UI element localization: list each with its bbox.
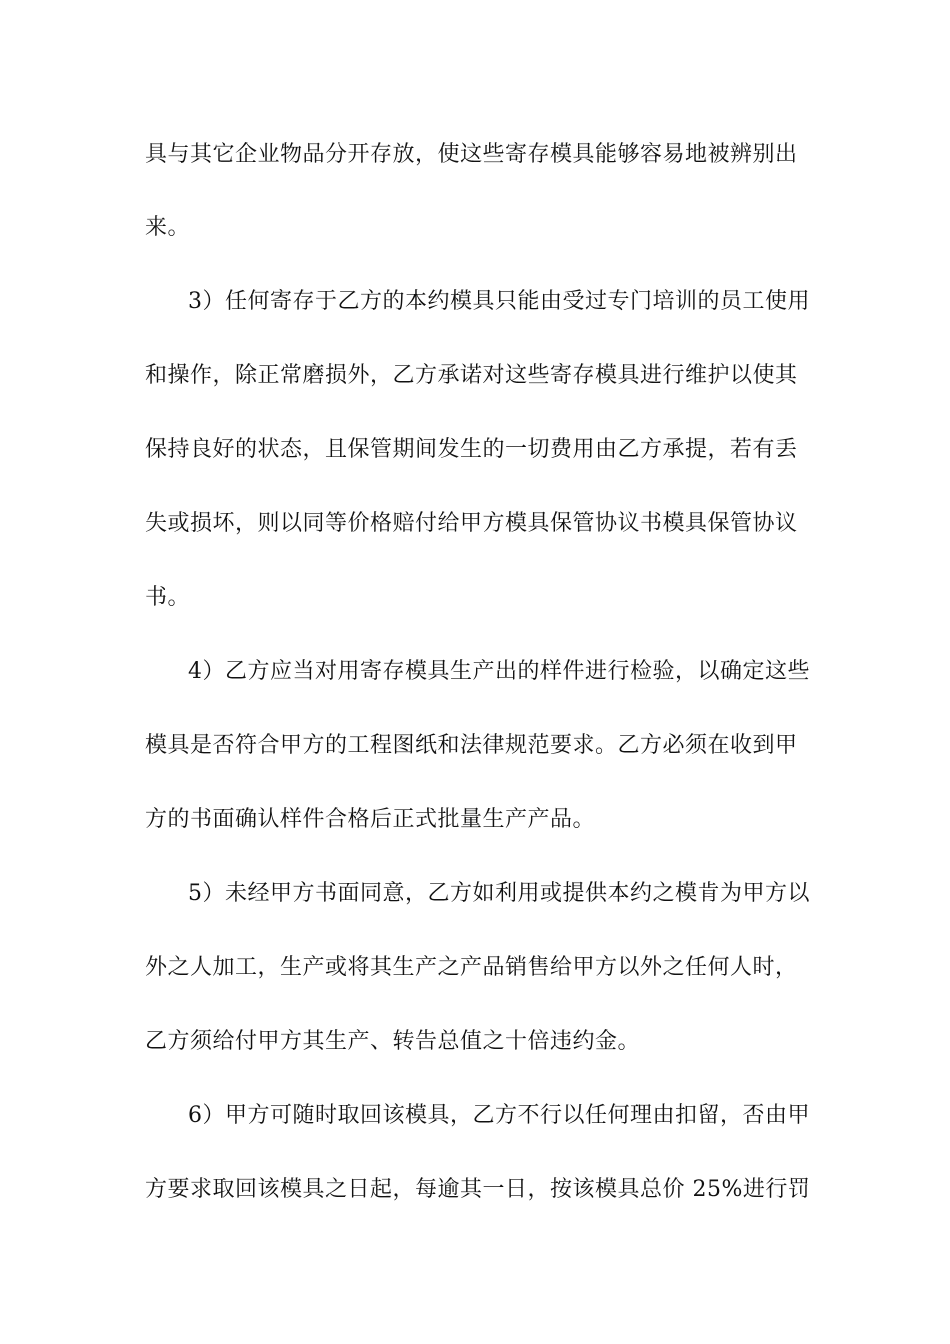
paragraph-5-start: 5）未经甲方书面同意，乙方如利用或提供本约之模肯为甲方以 (188, 881, 810, 906)
text-line-4: 和操作，除正常磨损外，乙方承诺对这些寄存模具进行维护以使其 (145, 363, 798, 388)
text-line-12: 外之人加工，生产或将其生产之产品销售给甲方以外之任何人时， (145, 955, 798, 980)
text-line-2: 来。 (145, 215, 191, 240)
text-line-6: 失或损坏，则以同等价格赔付给甲方模具保管协议书模具保管协议 (145, 511, 798, 536)
text-line-1: 具与其它企业物品分开存放，使这些寄存模具能够容易地被辨别出 (145, 142, 798, 167)
paragraph-3-start: 3）任何寄存于乙方的本约模具只能由受过专门培训的员工使用 (188, 289, 810, 314)
text-line-13: 乙方须给付甲方其生产、转告总值之十倍违约金。 (145, 1029, 641, 1054)
paragraph-4-start: 4）乙方应当对用寄存模具生产出的样件进行检验，以确定这些 (188, 659, 810, 684)
text-line-10: 方的书面确认样件合格后正式批量生产产品。 (145, 807, 596, 832)
paragraph-6-start: 6）甲方可随时取回该模具，乙方不行以任何理由扣留，否由甲 (188, 1103, 810, 1128)
text-line-7: 书。 (145, 585, 191, 610)
text-line-15: 方要求取回该模具之日起，每逾其一日，按该模具总价 25%进行罚 (145, 1177, 811, 1202)
text-line-5: 保持良好的状态，且保管期间发生的一切费用由乙方承提，若有丢 (145, 437, 798, 462)
text-line-9: 模具是否符合甲方的工程图纸和法律规范要求。乙方必须在收到甲 (145, 733, 798, 758)
